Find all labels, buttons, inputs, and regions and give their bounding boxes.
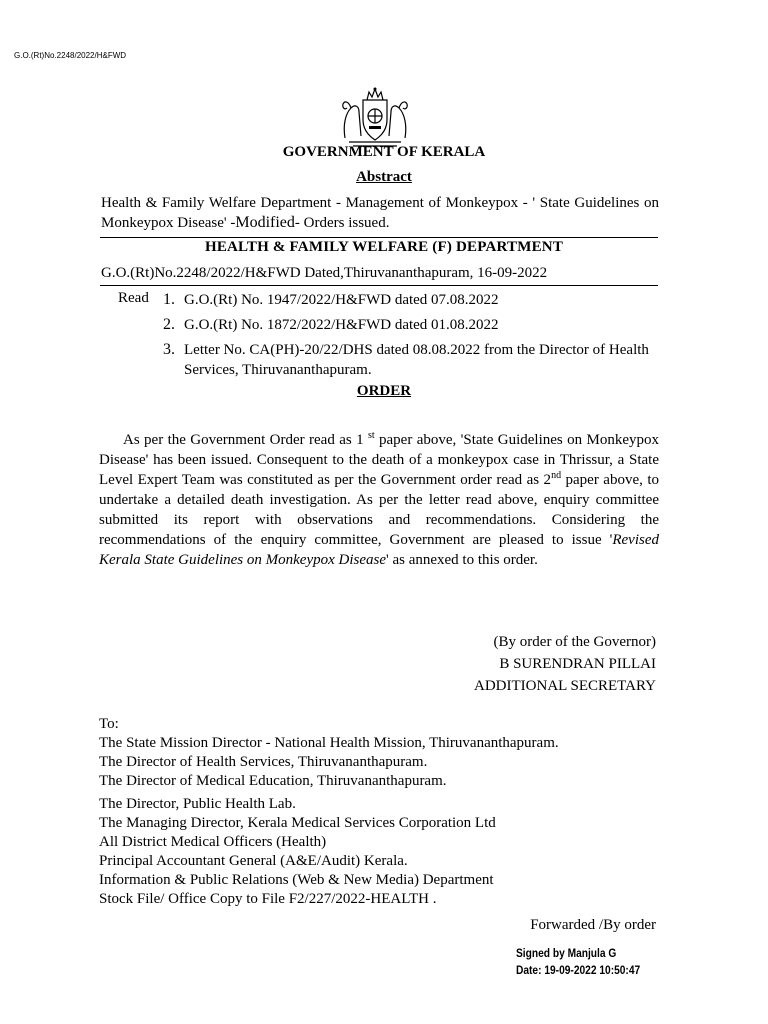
department-title: HEALTH & FAMILY WELFARE (F) DEPARTMENT: [204, 239, 564, 255]
abstract-heading: Abstract: [356, 169, 412, 185]
to-label: To:: [99, 716, 119, 732]
order-paragraph: [99, 430, 659, 570]
digital-signature: [516, 945, 640, 979]
reference-item: [163, 290, 663, 310]
order-heading: ORDER: [356, 383, 412, 399]
recipient: The State Mission Director - National Health Mission, Thiruvananthapuram.: [99, 735, 559, 751]
reference-text: Letter No. CA(PH)-20/22/DHS dated 08.08.2022 from the Director of Health Services, Thiruvananthapuram.: [184, 342, 649, 378]
go-number-date: G.O.(Rt)No.2248/2022/H&FWD Dated,Thiruvananthapuram, 16-09-2022: [101, 265, 548, 281]
recipient: The Managing Director, Kerala Medical Services Corporation Ltd: [99, 815, 496, 831]
reference-number: 2.: [163, 316, 175, 333]
recipient: All District Medical Officers (Health): [99, 834, 327, 850]
recipient: Stock File/ Office Copy to File F2/227/2022-HEALTH .: [99, 891, 437, 907]
signature-date: Date: 19-09-2022 10:50:47: [516, 963, 641, 977]
recipients-block: [99, 715, 559, 909]
body-text: As per the Government Order read as 1: [123, 432, 368, 448]
recipient: The Director of Health Services, Thiruvananthapuram.: [99, 754, 428, 770]
reference-item: [163, 340, 663, 380]
body-text: paper above, 'State Guidelines on Monkeypox Disease' has been issued. Consequent to the death of a monkeypox case in Thrissur, a State Level Expert Team was constituted as per the Government order read as 2: [99, 432, 659, 488]
recipient: Principal Accountant General (A&E/Audit) Kerala.: [99, 853, 408, 869]
reference-text: G.O.(Rt) No. 1872/2022/H&FWD dated 01.08.2022: [184, 317, 499, 333]
divider-line: [100, 237, 658, 238]
recipient: Information & Public Relations (Web & New Media) Department: [99, 872, 494, 888]
reference-item: [163, 315, 663, 335]
reference-number: 1.: [163, 291, 175, 308]
read-label: Read: [118, 290, 149, 306]
divider-line: [100, 285, 658, 286]
signed-by: Signed by Manjula G: [516, 946, 617, 960]
forwarded-by-order: Forwarded /By order: [530, 917, 656, 933]
guideline-title: Revised Kerala State Guidelines on Monkeypox Disease: [99, 532, 659, 568]
signatory-name: B SURENDRAN PILLAI: [499, 656, 656, 672]
kerala-emblem-icon: [339, 86, 411, 148]
body-text: ' as annexed to this order.: [386, 552, 538, 568]
subject-text: Health & Family Welfare Department - Management of Monkeypox - ' State Guidelines on Monkeypox Disease' -: [101, 195, 659, 231]
subject-text-end: - Orders issued.: [294, 215, 390, 231]
order-subject: [101, 193, 659, 233]
order-body: [99, 430, 659, 570]
signatory-designation: ADDITIONAL SECRETARY: [474, 678, 656, 694]
by-order-line: (By order of the Governor): [493, 634, 656, 650]
reference-text: G.O.(Rt) No. 1947/2022/H&FWD dated 07.08.2022: [184, 292, 499, 308]
signature-block: [474, 631, 656, 697]
government-title: GOVERNMENT OF KERALA: [282, 144, 486, 160]
superscript: st: [367, 430, 375, 441]
subject-modified: Modified: [235, 214, 295, 231]
references-list: [163, 290, 663, 385]
recipient: The Director, Public Health Lab.: [99, 796, 296, 812]
reference-number: 3.: [163, 341, 175, 358]
recipient: The Director of Medical Education, Thiruvananthapuram.: [99, 773, 447, 789]
body-text: paper above, to undertake a detailed death investigation. As per the letter read above, enquiry committee submitted its report with observations and recommendations. Considering the recommendations of the enquiry committee, Government are pleased to issue ': [99, 472, 659, 548]
document-reference: G.O.(Rt)No.2248/2022/H&FWD: [14, 51, 127, 60]
superscript: nd: [551, 470, 562, 481]
